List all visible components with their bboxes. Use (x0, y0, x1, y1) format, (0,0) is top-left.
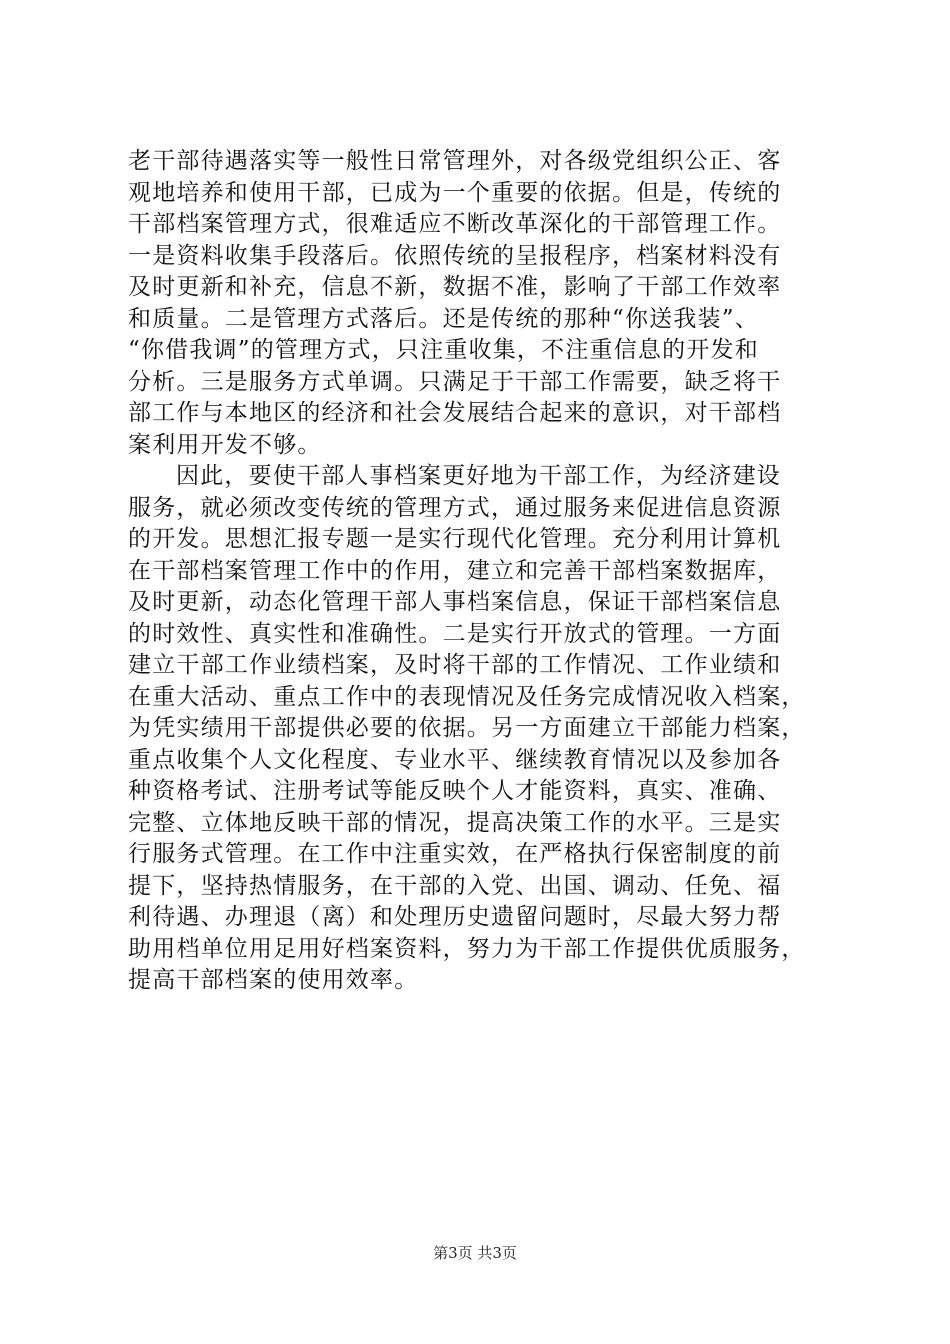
document-body (128, 146, 840, 997)
text-line: 提高干部档案的使用效率。 (128, 967, 419, 993)
text-line: 在重大活动、重点工作中的表现情况及任务完成情况收入档案， (128, 683, 806, 710)
text-line: 为凭实绩用干部提供必要的依据。另一方面建立干部能力档案， (128, 715, 806, 741)
text-line: 行服务式管理。在工作中注重实效，在严格执行保密制度的前 (128, 841, 782, 867)
text-line: 干部档案管理方式，很难适应不断改革深化的干部管理工作。 (128, 211, 782, 237)
text-line: “你借我调”的管理方式，只注重收集，不注重信息的开发和 (128, 337, 759, 363)
text-line: 利待遇、办理退（离）和处理历史遗留问题时，尽最大努力帮 (128, 904, 782, 930)
text-line: 重点收集个人文化程度、专业水平、继续教育情况以及参加各 (128, 746, 782, 773)
text-line: 一是资料收集手段落后。依照传统的呈报程序，档案材料没有 (128, 242, 782, 269)
text-line: 的开发。思想汇报专题一是实行现代化管理。充分利用计算机 (128, 526, 782, 552)
text-line: 老干部待遇落实等一般性日常管理外，对各级党组织公正、客 (128, 148, 782, 174)
text-line: 种资格考试、注册考试等能反映个人才能资料，真实、准确、 (128, 778, 782, 804)
text-line: 完整、立体地反映干部的情况，提高决策工作的水平。三是实 (128, 809, 782, 836)
text-line: 的时效性、真实性和准确性。二是实行开放式的管理。一方面 (128, 620, 782, 647)
text-line: 观地培养和使用干部，已成为一个重要的依据。但是，传统的 (128, 179, 782, 206)
text-line: 分析。三是服务方式单调。只满足于干部工作需要，缺乏将干 (128, 368, 782, 395)
page-number-footer: 第3页 共3页 (433, 1244, 517, 1262)
text-line: 在干部档案管理工作中的作用，建立和完善干部档案数据库， (128, 557, 782, 584)
text-line: 及时更新和补充，信息不新，数据不准，影响了干部工作效率 (128, 274, 782, 300)
text-line: 及时更新，动态化管理干部人事档案信息，保证干部档案信息 (128, 589, 782, 615)
text-line: 提下，坚持热情服务，在干部的入党、出国、调动、任免、福 (128, 872, 782, 899)
text-line: 案利用开发不够。 (128, 431, 322, 458)
text-line: 和质量。二是管理方式落后。还是传统的那种“你送我装”、 (128, 305, 759, 332)
text-line: 助用档单位用足用好档案资料，努力为干部工作提供优质服务， (128, 935, 806, 962)
text-line: 服务，就必须改变传统的管理方式，通过服务来促进信息资源 (128, 494, 782, 521)
text-line: 部工作与本地区的经济和社会发展结合起来的意识，对干部档 (128, 400, 782, 426)
text-line: 建立干部工作业绩档案，及时将干部的工作情况、工作业绩和 (128, 652, 782, 678)
paragraph-start-line: 因此，要使干部人事档案更好地为干部工作，为经济建设 (176, 463, 781, 489)
